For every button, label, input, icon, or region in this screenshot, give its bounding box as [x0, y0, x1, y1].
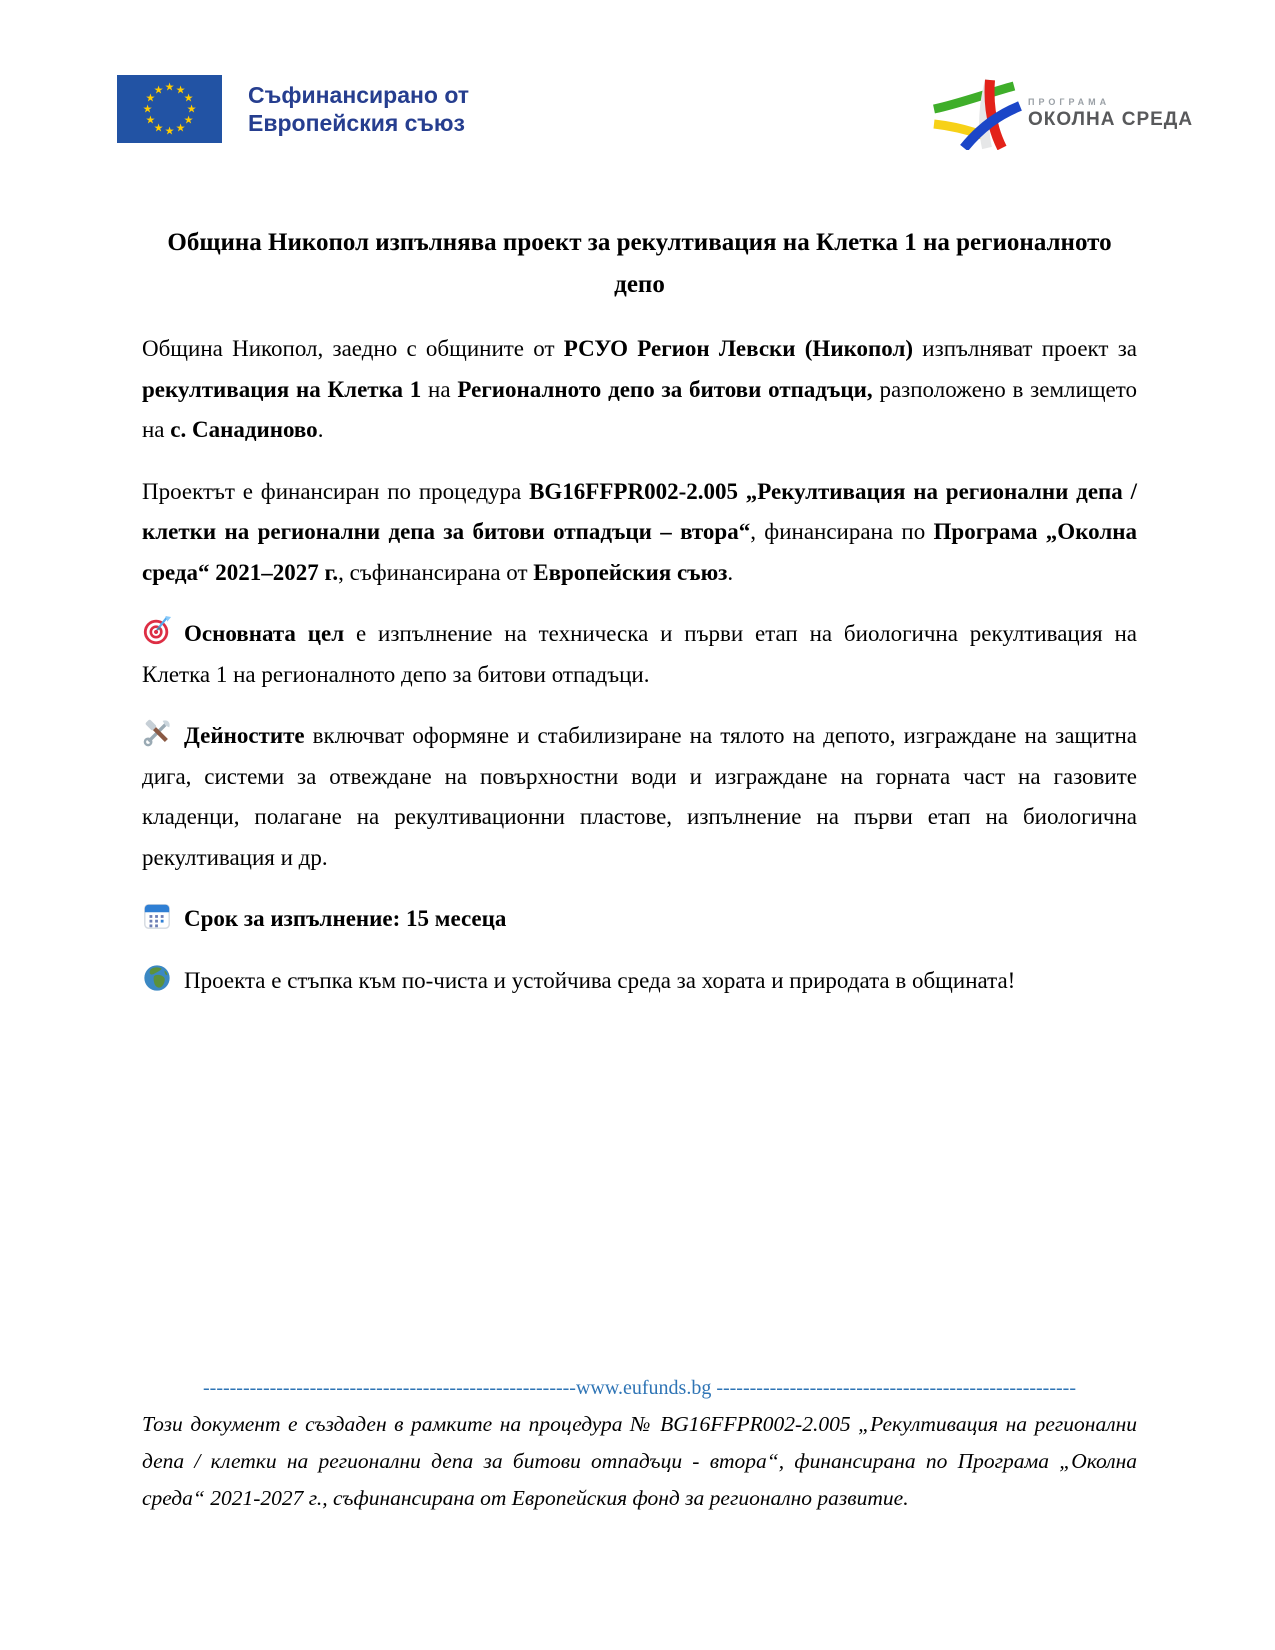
- environment-programme-mark-icon: [930, 78, 1022, 150]
- footer-note: Този документ е създаден в рамките на процедура № BG16FFPR002-2.005 „Рекултивация на регионални депа / клетки на регионални депа за битови отпадъци - втора“, финансирана по Програма „Околна среда“ 2021-2027 г., съфинансирана от Европейския фонд за регионално развитие.: [142, 1412, 1137, 1510]
- target-icon: [142, 616, 172, 646]
- eu-flag-icon: ★ ★ ★ ★ ★ ★ ★ ★ ★ ★ ★ ★: [117, 75, 222, 143]
- environment-programme-logo: [930, 78, 1193, 150]
- eufunds-link[interactable]: www.eufunds.bg: [575, 1377, 712, 1399]
- footer-divider: [142, 1376, 1137, 1400]
- paragraph-financing-text: Проектът е финансиран по процедура BG16FFPR002-2.005 „Рекултивация на регионални депа / клетки на регионални депа за битови отпадъци – втора“, финансирана по Програма „Околна среда“ 2021–2027 г., съфинансирана от Европейския съюз.: [142, 478, 1137, 585]
- calendar-icon: [142, 901, 172, 931]
- paragraph-deadline: [142, 899, 1137, 940]
- footer-dashes-left: --------------------------------------------------------: [203, 1377, 576, 1399]
- paragraph-closing: [142, 961, 1137, 1002]
- page-title: Община Никопол изпълнява проект за рекултивация на Клетка 1 на регионалното депо: [167, 229, 1112, 298]
- eu-logo-label: [248, 81, 469, 137]
- eu-logo-label-line2: Европейския съюз: [248, 110, 465, 136]
- document-content: [142, 222, 1137, 1022]
- programme-name-label: ОКОЛНА СРЕДА: [1028, 109, 1194, 130]
- paragraph-goal: [142, 614, 1137, 695]
- paragraph-intro: [142, 329, 1137, 451]
- paragraph-intro-text: Община Никопол, заедно с общините от РСУО Регион Левски (Никопол) изпълняват проект за рекултивация на Клетка 1 на Регионалното депо за битови отпадъци, разположено в землището на с. Санадиново.: [142, 336, 1137, 442]
- paragraph-deadline-text: Срок за изпълнение: 15 месеца: [184, 906, 507, 931]
- paragraph-activities: [142, 716, 1137, 878]
- globe-icon: [142, 963, 172, 993]
- programme-small-label: ПРОГРАМА: [1028, 97, 1111, 107]
- footer-dashes-right: ------------------------------------------------------: [716, 1377, 1076, 1399]
- eu-cofunded-logo: [117, 75, 469, 143]
- paragraph-goal-text: Основната цел е изпълнение на техническа и първи етап на биологична рекултивация на Клетка 1 на регионалното депо за битови отпадъци.: [142, 621, 1137, 687]
- environment-programme-text: [1028, 97, 1193, 131]
- hammer-wrench-icon: [142, 718, 172, 748]
- paragraph-activities-text: Дейностите включват оформяне и стабилизиране на тялото на депото, изграждане на защитна дига, системи за отвеждане на повърхностни води и изграждане на горната част на газовите кладенци, полагане на рекултивационни пластове, изпълнение на първи етап на биологична рекултивация и др.: [142, 723, 1137, 870]
- paragraph-closing-text: Проекта е стъпка към по-чиста и устойчива среда за хората и природата в общината!: [184, 967, 1016, 993]
- paragraph-financing: [142, 472, 1137, 594]
- document-footer: [142, 1376, 1137, 1517]
- eu-logo-label-line1: Съфинансирано от: [248, 82, 470, 108]
